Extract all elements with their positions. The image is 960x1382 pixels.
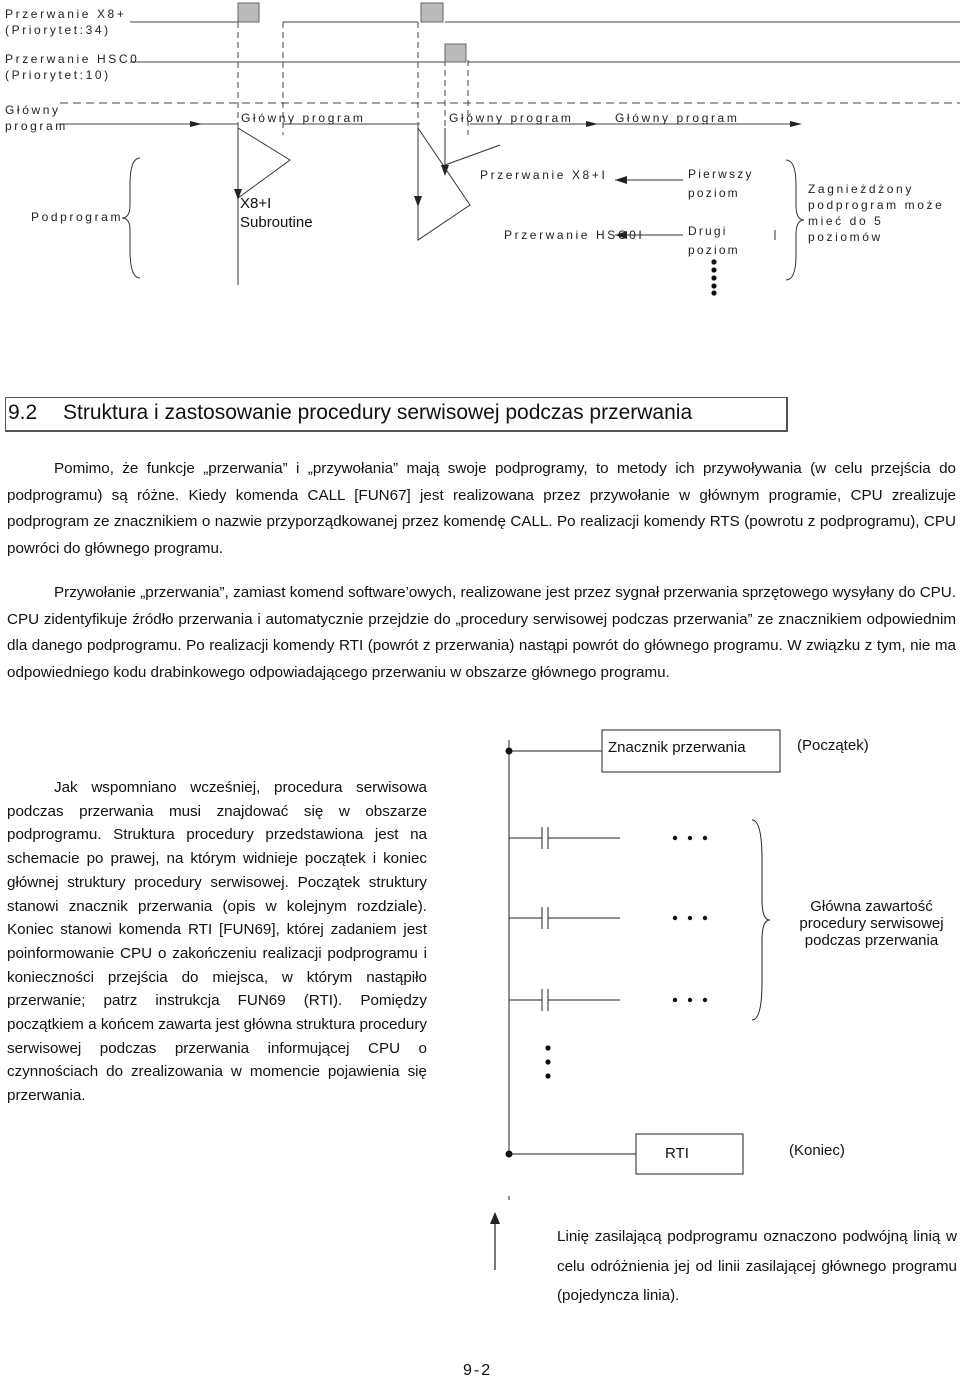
main-program-label: Główny program — [615, 111, 740, 125]
main-program-label: Główny program — [241, 111, 366, 125]
main-content-label: Główna zawartość procedury serwisowej podczas przerwania — [799, 898, 944, 949]
up-arrow-icon — [485, 1210, 505, 1270]
level-second-label: Drugi poziom — [688, 224, 740, 257]
x8-subroutine-label: X8+I Subroutine — [240, 195, 313, 231]
main-program-label: Główny program — [449, 111, 574, 125]
left-column-text: Jak wspomniano wcześniej, procedura serwisowa podczas przerwania musi znajdować się w obszarze podprogramu. Struktura procedury przedstawiona jest na schemacie po prawej, na którym widnieje początek i koniec głównej struktury procedury serwisowej. Początek struktury stanowi znacznik przerwania (opis w kolejnym rozdziale). Koniec stanowi komenda RTI [FUN69], której zadaniem jest poinformowanie CPU o zakończeniu realizacji podprogramu i konieczności przejścia do miejsca, w którym nastąpiło przerwanie; patrz instrukcja FUN69 (RTI). Pomiędzy początkiem a końcem zawarta jest główna struktura procedury serwisowej podczas przerwania informującej CPU o czynnościach do zrealizowania w momencie pojawienia się przerwania. — [7, 779, 427, 1105]
x8-pulse — [238, 3, 259, 22]
section-number: 9.2 — [8, 401, 38, 424]
int-x8-label: Przerwanie X8+ — [5, 7, 127, 21]
int-hsc0-label: Przerwanie HSC0 — [5, 52, 140, 66]
rti-label: RTI — [665, 1145, 689, 1162]
ellipsis-dots — [711, 259, 716, 295]
nesting-note: Zagnieżdżony podprogram może mieć do 5 poziomów — [808, 182, 945, 244]
nested-int-x8-label: Przerwanie X8+I — [480, 168, 608, 182]
page-number: 9-2 — [463, 1362, 493, 1379]
hsc0-pulse — [445, 44, 466, 62]
paragraph: Przywołanie „przerwania”, zamiast komend software’owych, realizowane jest przez sygnał przerwania sprzętowego wysyłany do CPU. CPU zidentyfikuje źródło przerwania i automatycznie przejdzie do „procedury serwisowej podczas przerwania” ze znacznikiem odpowiednim dla danego podprogramu. Po realizacji komendy RTI (powrót z przerwania) nastąpi powrót do głównego programu. W związku z tym, nie ma odpowiedniego kodu drabinkowego odpowiadającego przerwaniu w obszarze głównego programu. — [7, 584, 956, 681]
main-program-label-line2: program — [5, 119, 68, 133]
section-title: Struktura i zastosowanie procedury serwisowej podczas przerwania — [63, 401, 693, 424]
nested-int-hsc0-label: Przerwanie HSC0I — [504, 228, 645, 242]
paragraph: Pomimo, że funkcje „przerwania” i „przywołania” mają swoje podprogramy, to metody ich przywoływania (w celu przejścia do podprogramu) są różne. Kiedy komenda CALL [FUN67] jest realizowana przez przywołanie w głównym programie, CPU zrealizuje podprogram ze znacznikiem o nazwie przyporządkowanej przez komendę CALL. Po realizacji komendy RTS (powrotu z podprogramu), CPU powróci do głównego programu. — [7, 460, 956, 557]
int-hsc0-priority: (Priorytet:10) — [5, 68, 111, 82]
end-label: (Koniec) — [789, 1142, 845, 1159]
ladder-diagram — [490, 720, 960, 1200]
rti-box — [636, 1134, 743, 1174]
note-text: Linię zasilającą podprogramu oznaczono podwójną linią w celu odróżnienia jej od linii zasilającej głównego programu (pojedyncza linia). — [557, 1228, 957, 1304]
start-label: (Początek) — [797, 737, 869, 754]
main-program-label-line1: Główny — [5, 103, 61, 117]
subprogram-label: Podprogram — [31, 210, 124, 224]
x8-pulse — [421, 3, 443, 22]
left-brace — [122, 158, 140, 278]
section-heading — [5, 397, 788, 432]
right-brace — [786, 160, 804, 280]
interrupt-timing-diagram — [0, 0, 960, 300]
interrupt-label-text: Znacznik przerwania — [608, 739, 746, 756]
int-x8-priority: (Priorytet:34) — [5, 23, 111, 37]
level-first-label: Pierwszy poziom — [688, 167, 754, 200]
